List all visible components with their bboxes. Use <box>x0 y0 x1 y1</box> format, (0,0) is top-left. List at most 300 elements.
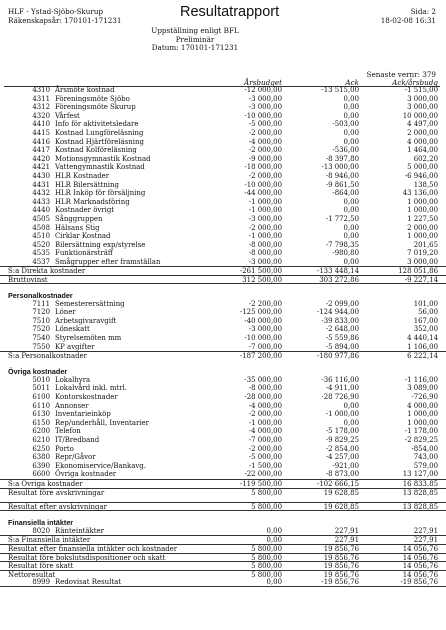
account-name: Inventarieinköp <box>55 410 111 419</box>
budget-value: 0,00 <box>266 578 282 587</box>
diff-value: 743,00 <box>413 453 438 462</box>
ack-value: 0,00 <box>343 223 359 232</box>
ack-value: -4 911,00 <box>325 384 359 393</box>
account-row <box>0 181 446 190</box>
account-row <box>0 419 446 428</box>
diff-value: 101,00 <box>413 299 438 308</box>
account-row <box>0 120 446 129</box>
budget-value: -1 500,00 <box>248 461 282 470</box>
budget-value: 5 800,00 <box>251 503 282 512</box>
budget-value: -2 200,00 <box>248 299 282 308</box>
budget-value: -1 000,00 <box>248 232 282 241</box>
account-row <box>0 215 446 224</box>
ack-value: -13 515,00 <box>321 86 359 94</box>
account-code: 8999 <box>32 578 50 587</box>
budget-value: -10 000,00 <box>244 180 282 189</box>
account-code: 4508 <box>32 223 50 232</box>
account-name: Rep/underhåll, Inventarier <box>55 418 149 427</box>
page-number: Sida: 2 <box>410 7 436 16</box>
diff-value: 14 056,76 <box>402 562 438 571</box>
diff-value: 56,00 <box>418 308 438 317</box>
ack-value: 0,00 <box>343 128 359 137</box>
diff-value: 138,50 <box>413 180 438 189</box>
section-title: Personalkostnader <box>8 290 73 300</box>
account-name: Kontorskostnader <box>55 393 118 401</box>
account-code: 4430 <box>32 171 50 180</box>
budget-value: -2 000,00 <box>248 171 282 180</box>
account-name: Telefon <box>55 427 81 436</box>
budget-value: -7 000,00 <box>248 435 282 444</box>
summary-label: Resultat efter avskrivningar <box>8 503 107 512</box>
account-code: 7120 <box>32 308 50 317</box>
diff-value: 3 000,00 <box>407 103 438 112</box>
account-code: 6390 <box>32 461 50 470</box>
diff-value: 10 000,00 <box>402 111 438 120</box>
diff-value: 43 136,00 <box>402 189 438 198</box>
account-name: Repr/Gåvor <box>55 453 96 462</box>
account-code: 6250 <box>32 444 50 453</box>
diff-value: 4 497,00 <box>407 120 438 129</box>
account-code: 4320 <box>32 111 50 120</box>
budget-value: -2 000,00 <box>248 223 282 232</box>
diff-value: 602,20 <box>413 154 438 163</box>
budget-value: 0,00 <box>266 526 282 535</box>
budget-value: -8 000,00 <box>248 249 282 258</box>
budget-value: -4 000,00 <box>248 427 282 436</box>
ack-value: -536,00 <box>332 146 359 155</box>
account-code: 4417 <box>32 146 50 155</box>
section-title: Övriga kostnader <box>8 366 68 376</box>
account-name: Föreningsmöte Skurup <box>55 103 136 112</box>
summary-label: Nettoresultat <box>8 570 56 579</box>
account-code: 4410 <box>32 120 50 129</box>
fiscal-year: Räkenskapsår: 170101-171231 <box>8 15 122 25</box>
budget-value: 5 800,00 <box>251 562 282 571</box>
budget-value: 5 800,00 <box>251 544 282 553</box>
diff-value: 128 051,86 <box>398 267 438 276</box>
diff-value: 2 000,00 <box>407 223 438 232</box>
ack-value: 0,00 <box>343 232 359 241</box>
ack-value: -8 873,00 <box>325 470 359 479</box>
diff-value: 6 222,14 <box>407 352 438 361</box>
ack-value: 0,00 <box>343 94 359 103</box>
summary-label: Resultat före avskrivningar <box>8 488 105 497</box>
summary-row <box>0 275 446 284</box>
account-row <box>0 146 446 155</box>
section-heading <box>0 366 446 376</box>
diff-value: 201,65 <box>413 240 438 249</box>
ack-value: 227,91 <box>334 536 359 545</box>
section-heading <box>0 290 446 300</box>
summary-row <box>0 535 446 544</box>
diff-value: -1 515,00 <box>404 86 438 94</box>
budget-value: -2 000,00 <box>248 146 282 155</box>
account-name: Övriga kostnader <box>55 470 117 479</box>
account-row <box>0 232 446 241</box>
column-header-budget: Årsbudget <box>244 78 282 87</box>
account-name: Kostnad Hjärtföreläsning <box>55 137 144 146</box>
ack-value: -1 000,00 <box>325 410 359 419</box>
account-name: Funktionärsträff <box>55 249 113 258</box>
account-row <box>0 384 446 393</box>
ack-value: -864,00 <box>332 189 359 198</box>
account-code: 4310 <box>32 86 50 94</box>
summary-row <box>0 561 446 570</box>
budget-value: -8 000,00 <box>248 240 282 249</box>
account-row <box>0 103 446 112</box>
account-code: 7510 <box>32 316 50 325</box>
budget-value: -2 000,00 <box>248 128 282 137</box>
budget-value: -187 200,00 <box>239 352 282 361</box>
report-title: Resultatrapport <box>180 4 280 20</box>
diff-value: -9 227,14 <box>404 276 438 285</box>
account-name: Styrelsemöten mm <box>55 334 122 343</box>
diff-value: 3 000,00 <box>407 94 438 103</box>
account-code: 6200 <box>32 427 50 436</box>
account-row <box>0 402 446 411</box>
budget-value: -3 000,00 <box>248 94 282 103</box>
account-row <box>0 343 446 352</box>
budget-value: 5 800,00 <box>251 488 282 497</box>
diff-value: 13 127,00 <box>402 470 438 479</box>
account-row <box>0 112 446 121</box>
account-code: 6380 <box>32 453 50 462</box>
print-datetime: 18-02-08 16:31 <box>380 15 436 25</box>
diff-value: -2 829,25 <box>404 435 438 444</box>
account-name: HLR Marknadsföring <box>55 197 130 206</box>
diff-value: 3 000,00 <box>407 257 438 266</box>
account-code: 4431 <box>32 180 50 189</box>
ack-value: -8 397,80 <box>325 154 359 163</box>
summary-label: Resultat före skatt <box>8 562 74 571</box>
account-name: IT/Bredband <box>55 435 100 444</box>
diff-value: 1 000,00 <box>407 197 438 206</box>
ack-value: 0,00 <box>343 418 359 427</box>
account-row <box>0 155 446 164</box>
account-name: Vattengymnastik Kostnad <box>55 163 145 172</box>
account-row <box>0 249 446 258</box>
account-name: Hälsans Stig <box>55 223 100 232</box>
account-row <box>0 241 446 250</box>
diff-value: 352,00 <box>413 325 438 334</box>
account-name: Ekonomiservice/Bankavg. <box>55 461 146 470</box>
ack-value: 0,00 <box>343 197 359 206</box>
account-code: 4433 <box>32 197 50 206</box>
account-name: Lokalvård inkl. mtrl. <box>55 384 127 393</box>
account-name: Kostnad Kolföreläsning <box>55 146 137 155</box>
ack-value: -124 944,00 <box>316 308 359 317</box>
budget-value: -1 000,00 <box>248 418 282 427</box>
budget-value: -7 000,00 <box>248 342 282 351</box>
ack-value: 227,91 <box>334 526 359 535</box>
summary-label: S:a Personalkostnader <box>8 352 87 361</box>
ack-value: -9 829,25 <box>325 435 359 444</box>
diff-value: 227,91 <box>413 526 438 535</box>
account-code: 7520 <box>32 325 50 334</box>
account-row <box>0 258 446 267</box>
account-row <box>0 138 446 147</box>
account-row <box>0 198 446 207</box>
section-title: Finansiella intäkter <box>8 517 74 527</box>
ack-value: 0,00 <box>343 257 359 266</box>
diff-value: 14 056,76 <box>402 570 438 579</box>
budget-value: -125 000,00 <box>239 308 282 317</box>
ack-value: -180 977,86 <box>316 352 359 361</box>
summary-row <box>0 553 446 562</box>
budget-value: -10 000,00 <box>244 111 282 120</box>
account-row <box>0 308 446 317</box>
summary-label: Bruttovinst <box>8 276 48 285</box>
budget-value: -4 000,00 <box>248 401 282 410</box>
diff-value: -854,00 <box>411 444 438 453</box>
account-name: Arbetsgivaravgift <box>55 316 117 325</box>
diff-value: -1 178,00 <box>404 427 438 436</box>
diff-value: 1 000,00 <box>407 206 438 215</box>
ack-value: -2 648,00 <box>325 325 359 334</box>
ack-value: -503,00 <box>332 120 359 129</box>
account-row <box>0 445 446 454</box>
budget-value: -35 000,00 <box>244 375 282 384</box>
account-name: Löneskatt <box>55 325 90 334</box>
diff-value: 1 000,00 <box>407 232 438 241</box>
account-name: Kostnader övrigt <box>55 206 115 215</box>
ack-value: -19 856,76 <box>321 578 359 587</box>
account-name: Sånggruppen <box>55 214 103 223</box>
budget-value: -3 000,00 <box>248 325 282 334</box>
diff-value: 1 000,00 <box>407 418 438 427</box>
summary-label: S:a Övriga kostnader <box>8 479 83 488</box>
account-name: HLR Inköp för försäljning <box>55 189 146 198</box>
diff-value: 13 828,85 <box>402 503 438 512</box>
budget-value: 5 800,00 <box>251 553 282 562</box>
diff-value: 1 106,00 <box>407 342 438 351</box>
summary-label: S:a Finansiella intäkter <box>8 536 91 545</box>
diff-value: 1 464,00 <box>407 146 438 155</box>
report-period: Datum: 170101-171231 <box>151 43 239 53</box>
ack-value: -102 666,15 <box>316 479 359 488</box>
ack-value: 0,00 <box>343 103 359 112</box>
ack-value: -921,00 <box>332 461 359 470</box>
diff-value: 227,91 <box>413 536 438 545</box>
ack-value: 0,00 <box>343 206 359 215</box>
ack-value: 0,00 <box>343 111 359 120</box>
ack-value: -9 861,50 <box>325 180 359 189</box>
ack-value: -5 894,00 <box>325 342 359 351</box>
budget-value: -119 500,00 <box>239 479 282 488</box>
diff-value: -1 116,00 <box>404 375 438 384</box>
account-name: Info för aktivitetsledare <box>55 120 139 129</box>
account-name: Cirklar Kostnad <box>55 232 111 241</box>
budget-value: -261 500,00 <box>239 267 282 276</box>
account-row <box>0 129 446 138</box>
account-name: Ränteintäkter <box>55 526 104 535</box>
account-name: Lokalhyra <box>55 375 91 384</box>
ack-value: -5 559,86 <box>325 334 359 343</box>
summary-label: S:a Direkta kostnader <box>8 267 86 276</box>
summary-row <box>0 544 446 553</box>
budget-value: -18 000,00 <box>244 163 282 172</box>
account-row <box>0 453 446 462</box>
ack-value: 19 856,76 <box>323 570 359 579</box>
budget-value: 0,00 <box>266 536 282 545</box>
report-subtitle <box>140 27 250 53</box>
account-code: 7550 <box>32 342 50 351</box>
account-row <box>0 95 446 104</box>
account-row <box>0 470 446 479</box>
account-code: 4415 <box>32 128 50 137</box>
ack-value: -36 116,00 <box>321 375 359 384</box>
account-name: Vårfest <box>55 111 80 120</box>
ack-value: 303 272,86 <box>319 276 359 285</box>
account-row <box>0 410 446 419</box>
ack-value: -8 946,00 <box>325 171 359 180</box>
summary-label: Resultat före bokslutsdispositioner och skatt <box>8 553 166 562</box>
page-info <box>381 8 436 25</box>
summary-row <box>0 479 446 488</box>
account-row <box>0 86 446 95</box>
budget-value: -1 000,00 <box>248 197 282 206</box>
account-code: 6100 <box>32 393 50 401</box>
account-name: Semesterersättning <box>55 299 125 308</box>
budget-value: -8 000,00 <box>248 384 282 393</box>
account-code: 4535 <box>32 249 50 258</box>
account-code: 4432 <box>32 189 50 198</box>
ack-value: -2 854,00 <box>325 444 359 453</box>
ack-value: 19 856,76 <box>323 544 359 553</box>
account-code: 5010 <box>32 375 50 384</box>
budget-value: -2 000,00 <box>248 444 282 453</box>
account-code: 6110 <box>32 401 50 410</box>
account-name: Årsmöte kostnad <box>55 86 115 94</box>
ack-value: -5 178,00 <box>325 427 359 436</box>
diff-value: 13 828,85 <box>402 488 438 497</box>
account-code: 4420 <box>32 154 50 163</box>
account-code: 7540 <box>32 334 50 343</box>
section-heading <box>0 517 446 527</box>
summary-label: Resultat efter finansiella intäkter och kostnader <box>8 544 178 553</box>
budget-value: -44 000,00 <box>244 189 282 198</box>
account-row <box>0 393 446 402</box>
account-name: Redovisat Resultat <box>55 578 122 587</box>
account-code: 4537 <box>32 257 50 266</box>
ack-value: 0,00 <box>343 401 359 410</box>
account-row <box>0 189 446 198</box>
account-name: Smågrupper efter framställan <box>55 257 161 266</box>
account-row <box>0 436 446 445</box>
budget-value: -5 000,00 <box>248 453 282 462</box>
account-code: 6210 <box>32 435 50 444</box>
account-code: 4510 <box>32 232 50 241</box>
budget-value: 312 500,00 <box>242 276 282 285</box>
ack-value: -7 798,35 <box>325 240 359 249</box>
diff-value: 167,00 <box>413 316 438 325</box>
diff-value: 7 019,20 <box>407 249 438 258</box>
budget-value: -3 000,00 <box>248 103 282 112</box>
account-name: Föreningsmöte Sjöbo <box>55 94 130 103</box>
summary-row <box>0 266 446 275</box>
diff-value: 14 056,76 <box>402 553 438 562</box>
ack-value: -13 000,00 <box>321 163 359 172</box>
account-code: 4520 <box>32 240 50 249</box>
budget-value: -3 000,00 <box>248 257 282 266</box>
diff-value: -6 946,00 <box>404 171 438 180</box>
budget-value: -1 000,00 <box>248 206 282 215</box>
account-name: Kostnad Lungföreläsning <box>55 128 144 137</box>
account-code: 6130 <box>32 410 50 419</box>
account-code: 6600 <box>32 470 50 479</box>
account-code: 4312 <box>32 103 50 112</box>
account-code: 7111 <box>32 299 50 308</box>
column-header-ack: Ack <box>345 78 359 87</box>
account-code: 6150 <box>32 418 50 427</box>
ack-value: 19 856,76 <box>323 562 359 571</box>
account-row <box>0 206 446 215</box>
diff-value: -726,90 <box>411 393 438 401</box>
latest-voucher: Senaste vernr: 379 <box>366 70 436 79</box>
account-name: HLR Bilersättning <box>55 180 119 189</box>
budget-value: -9 000,00 <box>248 154 282 163</box>
ack-value: -1 772,50 <box>325 214 359 223</box>
budget-value: -5 000,00 <box>248 120 282 129</box>
account-row <box>0 163 446 172</box>
account-row <box>0 172 446 181</box>
summary-row <box>0 570 446 579</box>
ack-value: -4 257,00 <box>325 453 359 462</box>
budget-value: -28 000,00 <box>244 393 282 401</box>
account-name: KP avgifter <box>55 342 95 351</box>
account-code: 4416 <box>32 137 50 146</box>
account-name: Motionsgymnastik Kostnad <box>55 154 151 163</box>
account-code: 4311 <box>32 94 50 103</box>
summary-row <box>0 502 446 511</box>
account-code: 4440 <box>32 206 50 215</box>
layout-note: Uppställning enligt BFL <box>151 26 239 35</box>
account-name: Bilersättning exp/styrelse <box>55 240 146 249</box>
ack-value: -28 726,90 <box>321 393 359 401</box>
ack-value: -133 448,14 <box>316 267 359 276</box>
account-name: Porto <box>55 444 74 453</box>
diff-value: 14 056,76 <box>402 544 438 553</box>
organization-block <box>8 8 121 25</box>
diff-value: 16 833,85 <box>402 479 438 488</box>
budget-value: -3 000,00 <box>248 214 282 223</box>
ack-value: -2 099,00 <box>325 299 359 308</box>
diff-value: 2 000,00 <box>407 128 438 137</box>
ack-value: 0,00 <box>343 137 359 146</box>
account-name: Annonser <box>55 401 89 410</box>
budget-value: -12 000,00 <box>244 86 282 94</box>
budget-value: -40 000,00 <box>244 316 282 325</box>
summary-row <box>0 488 446 497</box>
diff-value: 5 000,00 <box>407 163 438 172</box>
budget-value: -4 000,00 <box>248 137 282 146</box>
account-code: 5011 <box>32 384 50 393</box>
diff-value: 4 000,00 <box>407 401 438 410</box>
diff-value: 4 000,00 <box>407 137 438 146</box>
diff-value: 1 000,00 <box>407 410 438 419</box>
budget-value: -22 000,00 <box>244 470 282 479</box>
budget-value: -2 000,00 <box>248 410 282 419</box>
account-row <box>0 527 446 536</box>
ack-value: 19 856,76 <box>323 553 359 562</box>
account-code: 4505 <box>32 214 50 223</box>
diff-value: 3 089,00 <box>407 384 438 393</box>
ack-value: -39 833,00 <box>321 316 359 325</box>
ack-value: -980,80 <box>332 249 359 258</box>
ack-value: 19 628,85 <box>323 488 359 497</box>
account-code: 4421 <box>32 163 50 172</box>
account-row <box>0 317 446 326</box>
